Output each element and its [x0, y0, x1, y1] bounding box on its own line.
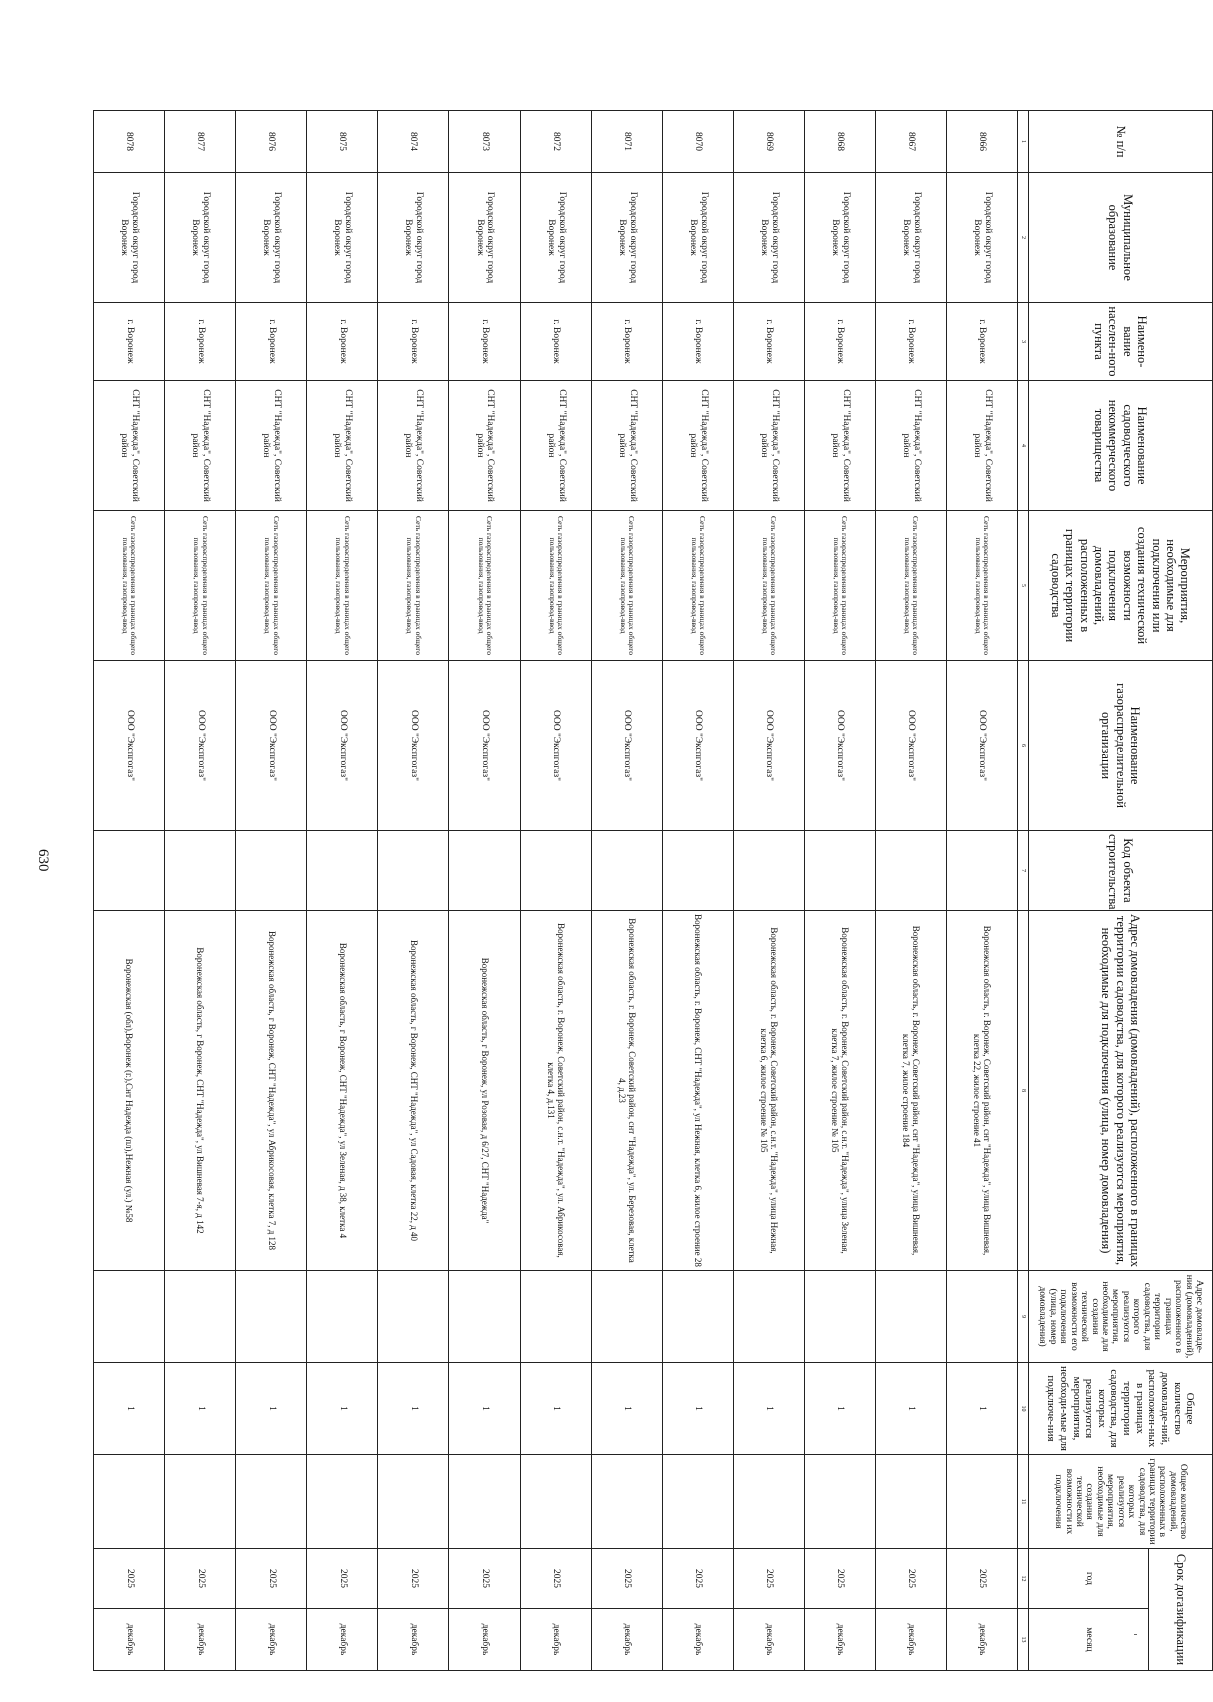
row-municipality: Городской округ город Воронеж	[378, 173, 449, 303]
row-count: 1	[591, 1363, 662, 1455]
row-locality: г. Воронеж	[520, 303, 591, 381]
row-year: 2025	[733, 1549, 804, 1609]
table-row	[449, 111, 520, 1671]
table-row	[165, 111, 236, 1671]
row-address-tech	[449, 1271, 520, 1363]
col-num: 1	[1018, 111, 1029, 173]
row-org: ООО "Экспгогаз"	[804, 661, 875, 831]
row-year: 2025	[307, 1549, 378, 1609]
row-count: 1	[449, 1363, 520, 1455]
row-count: 1	[804, 1363, 875, 1455]
row-number: 8077	[165, 111, 236, 173]
row-org: ООО "Экспгогаз"	[449, 661, 520, 831]
row-code	[875, 831, 946, 911]
row-address-tech	[307, 1271, 378, 1363]
row-event: Сеть газораспределения в границах общего пользования, газопровод-ввод	[307, 511, 378, 661]
header-org: Наименование газораспределительной организации	[1029, 661, 1213, 831]
row-event: Сеть газораспределения в границах общего пользования, газопровод-ввод	[236, 511, 307, 661]
row-count-tech	[875, 1455, 946, 1549]
row-snt: СНТ "Надежда", Советский район	[165, 381, 236, 511]
row-number: 8074	[378, 111, 449, 173]
row-count-tech	[307, 1455, 378, 1549]
page-number: 630	[35, 849, 51, 872]
column-number-row	[1018, 111, 1029, 1671]
row-locality: г. Воронеж	[236, 303, 307, 381]
row-snt: СНТ "Надежда", Советский район	[307, 381, 378, 511]
row-municipality: Городской округ город Воронеж	[236, 173, 307, 303]
header-snt: Наименование садоводческого некоммерческого товарищества	[1029, 381, 1213, 511]
row-count: 1	[307, 1363, 378, 1455]
table-row	[236, 111, 307, 1671]
table-row	[946, 111, 1017, 1671]
row-address: Воронежская область, г. Воронеж, СНТ "Надежда", ул Нежная, клетка 6, жилое строение 28	[662, 911, 733, 1271]
row-number: 8072	[520, 111, 591, 173]
row-code	[94, 831, 165, 911]
table-body	[94, 111, 1018, 1671]
col-num: 3	[1018, 303, 1029, 381]
header-event: Мероприятия, необходимые для подключения или создания технической возможности подключения домовладений, расположенных в границах территории садоводства	[1029, 511, 1213, 661]
row-code	[236, 831, 307, 911]
row-code	[733, 831, 804, 911]
row-code	[520, 831, 591, 911]
row-year: 2025	[591, 1549, 662, 1609]
row-month: декабрь	[449, 1609, 520, 1671]
row-event: Сеть газораспределения в границах общего пользования, газопровод-ввод	[591, 511, 662, 661]
row-snt: СНТ "Надежда", Советский район	[946, 381, 1017, 511]
row-address-tech	[378, 1271, 449, 1363]
row-address: Воронежская область, г Воронеж, СНТ "Надежда", ул Абрикосовая, клетка 7, д 128	[236, 911, 307, 1271]
row-year: 2025	[449, 1549, 520, 1609]
row-month: декабрь	[662, 1609, 733, 1671]
table-row	[662, 111, 733, 1671]
row-municipality: Городской округ город Воронеж	[591, 173, 662, 303]
table-row	[733, 111, 804, 1671]
row-locality: г. Воронеж	[591, 303, 662, 381]
row-year: 2025	[662, 1549, 733, 1609]
row-snt: СНТ "Надежда", Советский район	[236, 381, 307, 511]
row-year: 2025	[520, 1549, 591, 1609]
col-num: 6	[1018, 661, 1029, 831]
row-event: Сеть газораспределения в границах общего пользования, газопровод-ввод	[875, 511, 946, 661]
row-count-tech	[662, 1455, 733, 1549]
row-municipality: Городской округ город Воронеж	[307, 173, 378, 303]
row-month: декабрь	[520, 1609, 591, 1671]
row-address-tech	[236, 1271, 307, 1363]
col-num: 8	[1018, 911, 1029, 1271]
row-locality: г. Воронеж	[733, 303, 804, 381]
row-locality: г. Воронеж	[946, 303, 1017, 381]
row-year: 2025	[236, 1549, 307, 1609]
row-code	[946, 831, 1017, 911]
row-number: 8078	[94, 111, 165, 173]
row-municipality: Городской округ город Воронеж	[946, 173, 1017, 303]
row-address: Воронежская область, г. Воронеж, Советский район, снт "Надежда", ул. Березовая, клетка 4, д.23	[591, 911, 662, 1271]
table-row	[591, 111, 662, 1671]
col-num: 12	[1018, 1549, 1029, 1609]
row-address: Воронежская область, г Воронеж, ул Розовая, д 6/27, СНТ "Надежда"	[449, 911, 520, 1271]
row-code	[591, 831, 662, 911]
row-event: Сеть газораспределения в границах общего пользования, газопровод-ввод	[804, 511, 875, 661]
row-address: Воронежская область, г Воронеж, СНТ "Надежда", ул Зеленая, д 38, клетка 4	[307, 911, 378, 1271]
row-number: 8068	[804, 111, 875, 173]
col-num: 11	[1018, 1455, 1029, 1549]
row-municipality: Городской округ город Воронеж	[804, 173, 875, 303]
header-year: год	[1029, 1549, 1149, 1609]
row-address-tech	[733, 1271, 804, 1363]
header-deadline: Срок догазификации	[1149, 1549, 1213, 1671]
row-address-tech	[591, 1271, 662, 1363]
row-month: декабрь	[875, 1609, 946, 1671]
row-month: декабрь	[733, 1609, 804, 1671]
table-row	[378, 111, 449, 1671]
header-locality: Наимено-вание населен-ного пункта	[1029, 303, 1213, 381]
row-snt: СНТ "Надежда", Советский район	[875, 381, 946, 511]
gasification-table	[93, 110, 1213, 1671]
row-count-tech	[520, 1455, 591, 1549]
row-locality: г. Воронеж	[662, 303, 733, 381]
row-municipality: Городской округ город Воронеж	[165, 173, 236, 303]
row-address-tech	[520, 1271, 591, 1363]
row-municipality: Городской округ город Воронеж	[733, 173, 804, 303]
row-address-tech	[94, 1271, 165, 1363]
row-count-tech	[378, 1455, 449, 1549]
col-num: 7	[1018, 831, 1029, 911]
row-locality: г. Воронеж	[804, 303, 875, 381]
row-count: 1	[378, 1363, 449, 1455]
row-year: 2025	[946, 1549, 1017, 1609]
col-num: 10	[1018, 1363, 1029, 1455]
row-count: 1	[733, 1363, 804, 1455]
row-code	[662, 831, 733, 911]
row-snt: СНТ "Надежда", Советский район	[804, 381, 875, 511]
row-number: 8070	[662, 111, 733, 173]
row-count: 1	[94, 1363, 165, 1455]
row-locality: г. Воронеж	[165, 303, 236, 381]
row-snt: СНТ "Надежда", Советский район	[94, 381, 165, 511]
row-count-tech	[449, 1455, 520, 1549]
row-count-tech	[94, 1455, 165, 1549]
row-snt: СНТ "Надежда", Советский район	[591, 381, 662, 511]
row-count: 1	[520, 1363, 591, 1455]
row-count-tech	[165, 1455, 236, 1549]
row-address: Воронежская область, г. Воронеж, Советский район, с.н.т. "Надежда", улица Зеленая, клетка 7, жилое строение № 105	[804, 911, 875, 1271]
row-year: 2025	[378, 1549, 449, 1609]
row-org: ООО "Экспгогаз"	[307, 661, 378, 831]
col-num: 9	[1018, 1271, 1029, 1363]
row-municipality: Городской округ город Воронеж	[449, 173, 520, 303]
table-row	[804, 111, 875, 1671]
row-org: ООО "Экспгогаз"	[520, 661, 591, 831]
header-number: № п/п	[1029, 111, 1213, 173]
row-count-tech	[804, 1455, 875, 1549]
row-count-tech	[591, 1455, 662, 1549]
row-month: декабрь	[591, 1609, 662, 1671]
row-month: декабрь	[94, 1609, 165, 1671]
row-number: 8076	[236, 111, 307, 173]
row-snt: СНТ "Надежда", Советский район	[662, 381, 733, 511]
row-address: Воронежская область, г. Воронеж, Советский район, с.н.т. "Надежда", ул. Абрикосовая, клетка 4, д.131	[520, 911, 591, 1271]
col-num: 13	[1018, 1609, 1029, 1671]
row-event: Сеть газораспределения в границах общего пользования, газопровод-ввод	[165, 511, 236, 661]
row-code	[378, 831, 449, 911]
row-municipality: Городской округ город Воронеж	[875, 173, 946, 303]
header-month: месяц	[1029, 1609, 1149, 1671]
row-count: 1	[236, 1363, 307, 1455]
row-snt: СНТ "Надежда", Советский район	[449, 381, 520, 511]
row-address-tech	[165, 1271, 236, 1363]
row-municipality: Городской округ город Воронеж	[520, 173, 591, 303]
row-org: ООО "Экспгогаз"	[662, 661, 733, 831]
row-event: Сеть газораспределения в границах общего пользования, газопровод-ввод	[733, 511, 804, 661]
rotated-table-wrapper	[93, 110, 1213, 1670]
row-month: декабрь	[804, 1609, 875, 1671]
row-address: Воронежская область, г Воронеж, СНТ "Надежда", ул Вишневая 7-я, д 142	[165, 911, 236, 1271]
row-number: 8075	[307, 111, 378, 173]
row-number: 8066	[946, 111, 1017, 173]
row-address-tech	[946, 1271, 1017, 1363]
header-address-tech: Адрес домовладе-ния (домовладений), расположенного в границах территории садоводства, для которого реализуются мероприятия, необходимые для создания технической возможности его подключения (улица, номер домовладения)	[1029, 1271, 1213, 1363]
row-count: 1	[165, 1363, 236, 1455]
row-municipality: Городской округ город Воронеж	[94, 173, 165, 303]
row-count: 1	[946, 1363, 1017, 1455]
row-number: 8069	[733, 111, 804, 173]
row-org: ООО "Экспгогаз"	[946, 661, 1017, 831]
row-locality: г. Воронеж	[449, 303, 520, 381]
row-count: 1	[662, 1363, 733, 1455]
row-locality: г. Воронеж	[94, 303, 165, 381]
row-code	[307, 831, 378, 911]
header-count: Общее количество домовладе-ний, расположен-ных в границах территории садоводства, для которых реализуются мероприятия, необходи-мые для подключе-ния	[1029, 1363, 1213, 1455]
row-address-tech	[804, 1271, 875, 1363]
header-count-tech: Общее количество домовладений, расположенных в границах территории садоводства, для которых реализуются мероприятия, необходимые для создания технической возможности их подключения	[1029, 1455, 1213, 1549]
row-event: Сеть газораспределения в границах общего пользования, газопровод-ввод	[662, 511, 733, 661]
table-row	[307, 111, 378, 1671]
row-year: 2025	[165, 1549, 236, 1609]
row-locality: г. Воронеж	[307, 303, 378, 381]
row-org: ООО "Экспгогаз"	[378, 661, 449, 831]
col-num: 5	[1018, 511, 1029, 661]
row-address: Воронежская область, г. Воронеж, Советский район, снт "Надежда", улица Вишневая, клетка 7, жилое строение 184	[875, 911, 946, 1271]
row-event: Сеть газораспределения в границах общего пользования, газопровод-ввод	[94, 511, 165, 661]
row-event: Сеть газораспределения в границах общего пользования, газопровод-ввод	[520, 511, 591, 661]
header-code: Код объекта строительства	[1029, 831, 1213, 911]
header-municipality: Муниципальное образование	[1029, 173, 1213, 303]
row-count: 1	[875, 1363, 946, 1455]
row-org: ООО "Экспгогаз"	[591, 661, 662, 831]
row-year: 2025	[875, 1549, 946, 1609]
row-month: декабрь	[165, 1609, 236, 1671]
row-address: Воронежская область, г Воронеж, СНТ "Надежда", ул Садовая, клетка 22, д 40	[378, 911, 449, 1271]
row-org: ООО "Экспгогаз"	[165, 661, 236, 831]
row-event: Сеть газораспределения в границах общего пользования, газопровод-ввод	[378, 511, 449, 661]
row-month: декабрь	[307, 1609, 378, 1671]
scan-mark	[1134, 1634, 1137, 1635]
row-org: ООО "Экспгогаз"	[875, 661, 946, 831]
row-snt: СНТ "Надежда", Советский район	[520, 381, 591, 511]
row-event: Сеть газораспределения в границах общего пользования, газопровод-ввод	[449, 511, 520, 661]
col-num: 4	[1018, 381, 1029, 511]
row-count-tech	[236, 1455, 307, 1549]
row-address-tech	[875, 1271, 946, 1363]
row-org: ООО "Экспгогаз"	[94, 661, 165, 831]
row-year: 2025	[804, 1549, 875, 1609]
row-address-tech	[662, 1271, 733, 1363]
row-count-tech	[733, 1455, 804, 1549]
row-municipality: Городской округ город Воронеж	[662, 173, 733, 303]
table-row	[94, 111, 165, 1671]
table-row	[520, 111, 591, 1671]
col-num: 2	[1018, 173, 1029, 303]
row-address: Воронежская область, г. Воронеж, Советский район, с.н.т. "Надежда", улица Нежная, клетка 6, жилое строение № 105	[733, 911, 804, 1271]
row-code	[165, 831, 236, 911]
row-code	[804, 831, 875, 911]
table-row	[875, 111, 946, 1671]
row-month: декабрь	[946, 1609, 1017, 1671]
header-address: Адрес домовладения (домовладений), расположенного в границах территории садоводства, для которого реализуются мероприятия, необходимые для подключения (улица, номер домовладения)	[1029, 911, 1213, 1271]
row-month: декабрь	[378, 1609, 449, 1671]
row-address: Воронежская (обл),Воронеж (г.),Снт Надежда (пл),Нежная (ул.) №58	[94, 911, 165, 1271]
row-event: Сеть газораспределения в границах общего пользования, газопровод-ввод	[946, 511, 1017, 661]
row-snt: СНТ "Надежда", Советский район	[378, 381, 449, 511]
row-org: ООО "Экспгогаз"	[733, 661, 804, 831]
row-number: 8067	[875, 111, 946, 173]
row-locality: г. Воронеж	[378, 303, 449, 381]
row-number: 8071	[591, 111, 662, 173]
row-year: 2025	[94, 1549, 165, 1609]
row-locality: г. Воронеж	[875, 303, 946, 381]
row-code	[449, 831, 520, 911]
row-number: 8073	[449, 111, 520, 173]
row-count-tech	[946, 1455, 1017, 1549]
row-month: декабрь	[236, 1609, 307, 1671]
row-address: Воронежская область, г. Воронеж, Советский район, снт "Надежда", улица Вишневая, клетка 22, жилое строение 41	[946, 911, 1017, 1271]
row-org: ООО "Экспгогаз"	[236, 661, 307, 831]
row-snt: СНТ "Надежда", Советский район	[733, 381, 804, 511]
